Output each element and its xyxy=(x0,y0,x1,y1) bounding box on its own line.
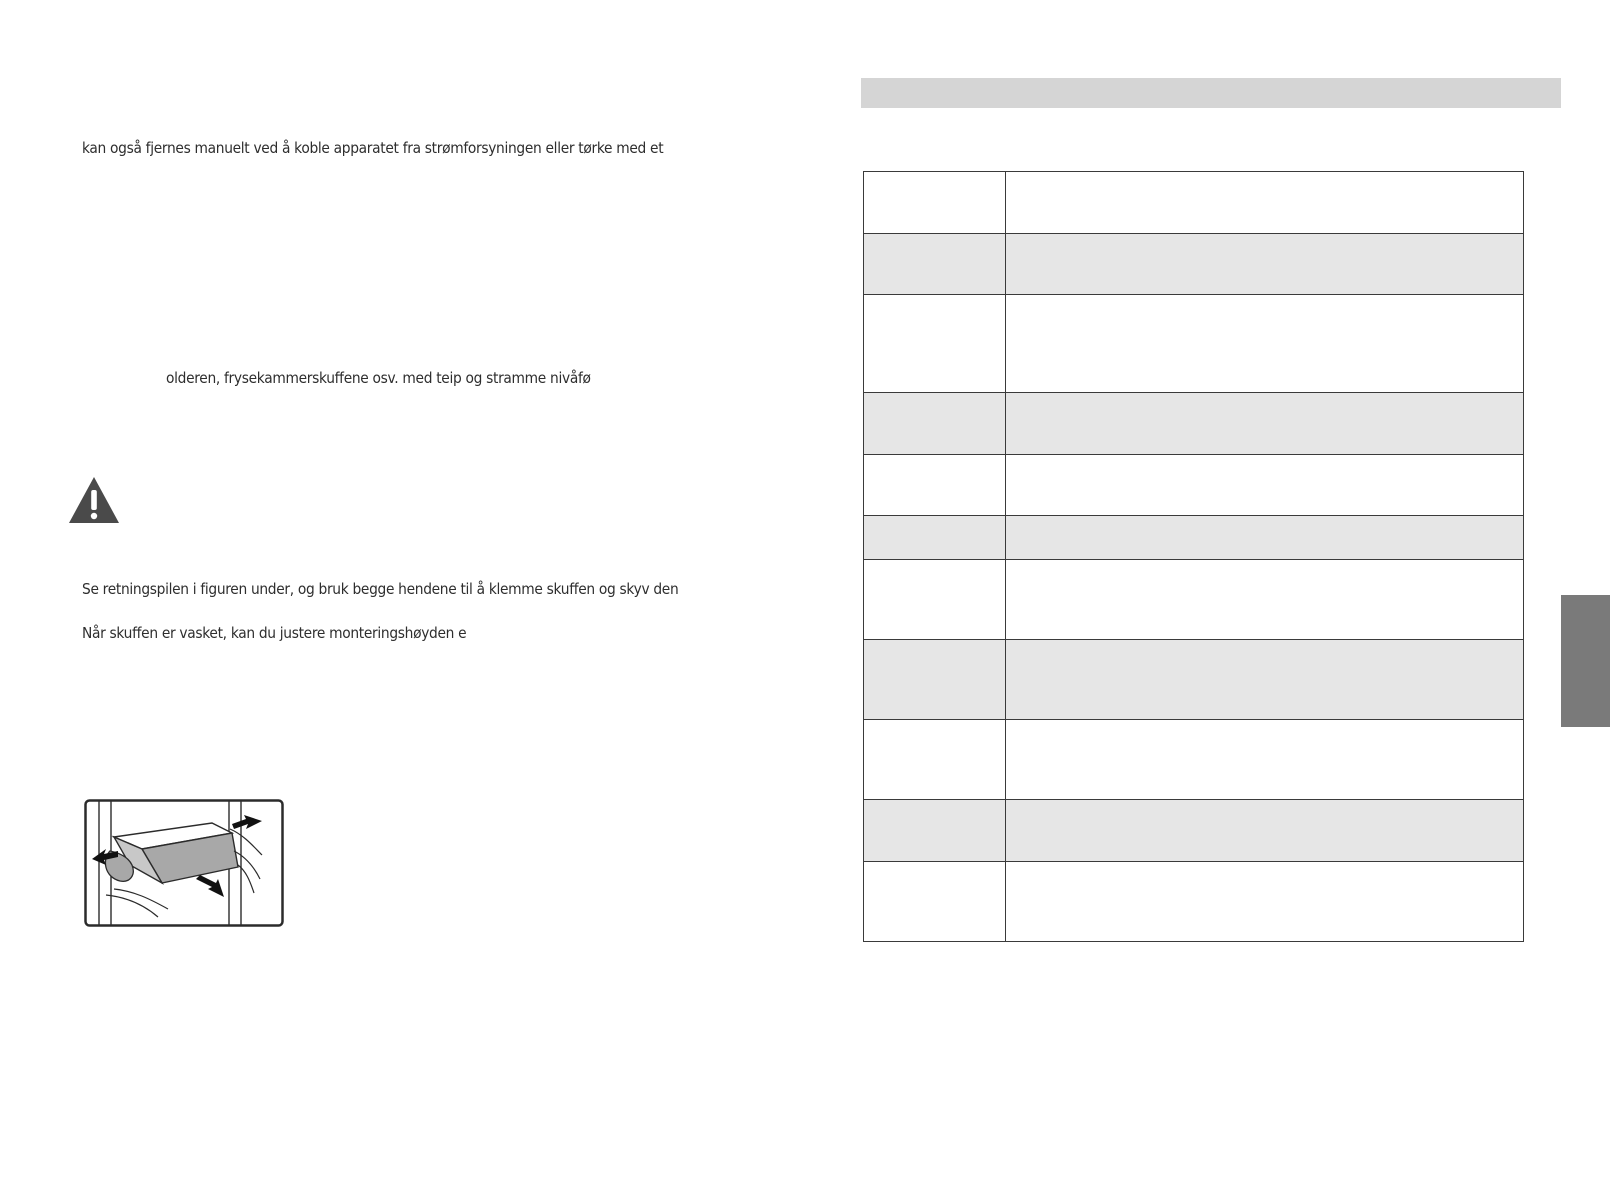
table-cell xyxy=(1006,720,1524,800)
table-cell xyxy=(1006,172,1524,234)
table-cell xyxy=(1006,295,1524,393)
table-cell xyxy=(1006,800,1524,862)
table-row xyxy=(864,720,1524,800)
table-cell xyxy=(1006,640,1524,720)
drawer-removal-illustration xyxy=(84,799,284,927)
table-cell xyxy=(864,560,1006,640)
chapter-side-tab xyxy=(1561,595,1610,727)
table-cell xyxy=(864,640,1006,720)
table-row xyxy=(864,455,1524,516)
warning-triangle-icon xyxy=(67,475,121,525)
troubleshooting-table xyxy=(863,171,1524,942)
table-cell xyxy=(864,393,1006,455)
table-cell xyxy=(1006,862,1524,942)
table-cell xyxy=(1006,234,1524,295)
table-row xyxy=(864,640,1524,720)
table-row xyxy=(864,800,1524,862)
table-cell xyxy=(1006,560,1524,640)
table-cell xyxy=(1006,393,1524,455)
table-row xyxy=(864,234,1524,295)
table-cell xyxy=(864,172,1006,234)
table-cell xyxy=(864,862,1006,942)
body-text-line: olderen, frysekammerskuffene osv. med teip og stramme nivåfø xyxy=(166,369,591,387)
table-cell xyxy=(864,455,1006,516)
section-header-bar xyxy=(861,78,1561,108)
table-cell xyxy=(864,234,1006,295)
table-cell xyxy=(864,295,1006,393)
body-text-line: kan også fjernes manuelt ved å koble apparatet fra strømforsyningen eller tørke med et xyxy=(82,139,664,157)
table-row xyxy=(864,295,1524,393)
table-cell xyxy=(864,516,1006,560)
table-row xyxy=(864,172,1524,234)
table-cell xyxy=(1006,516,1524,560)
table-cell xyxy=(864,800,1006,862)
body-text-line: Se retningspilen i figuren under, og bruk begge hendene til å klemme skuffen og skyv den xyxy=(82,580,679,598)
table-row xyxy=(864,862,1524,942)
table-row xyxy=(864,516,1524,560)
table-cell xyxy=(864,720,1006,800)
table-cell xyxy=(1006,455,1524,516)
table-row xyxy=(864,560,1524,640)
body-text-line: Når skuffen er vasket, kan du justere monteringshøyden e xyxy=(82,624,467,642)
table-row xyxy=(864,393,1524,455)
